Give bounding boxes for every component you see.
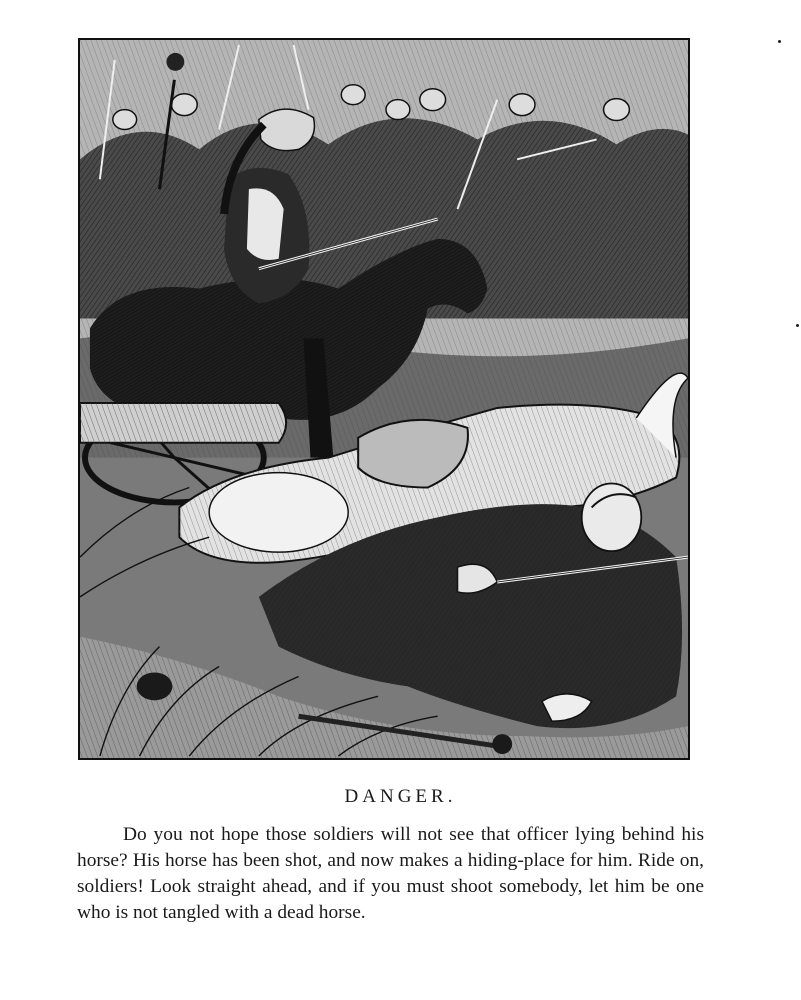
caption-paragraph: Do you not hope those soldiers will not see that officer lying behind his horse? His horse has been shot, and now makes a hiding-place for him. Ride on, soldiers! Look straight ahead, and if you must shoot somebody, let him be one who is not tangled with a dead horse.: [77, 824, 704, 923]
engraving-illustration: [78, 38, 690, 760]
margin-speck: [796, 324, 799, 327]
page-title: DANGER.: [344, 786, 457, 807]
engraving-artwork: [80, 40, 688, 758]
margin-speck: [778, 40, 781, 43]
